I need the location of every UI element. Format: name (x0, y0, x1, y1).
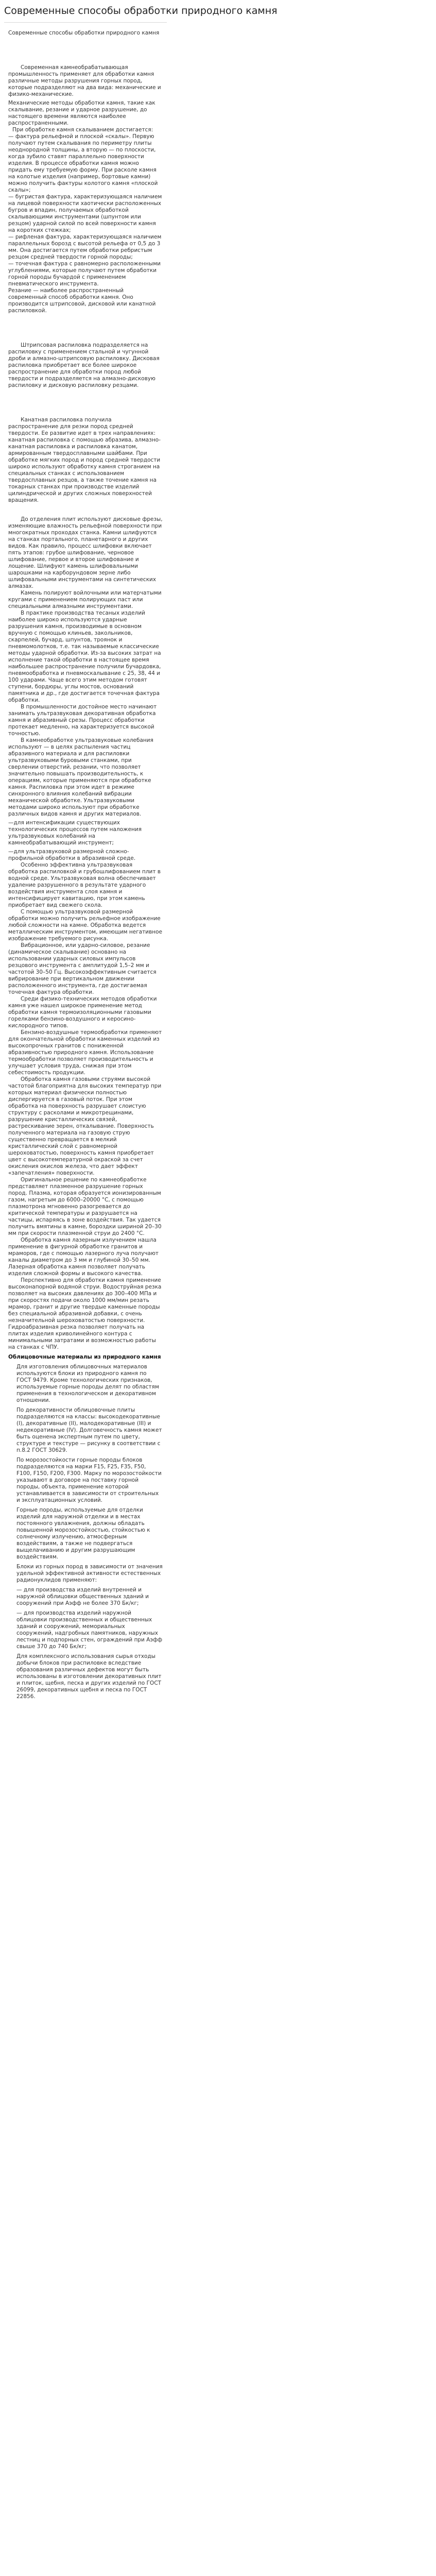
materials-paragraph: Блоки из горных пород в зависимости от значения удельной эффективной активности естественных радионуклидов применяют: (16, 1564, 163, 1583)
materials-paragraph: По декоративности облицовочные плиты подразделяются на классы: высокодекоративные (I), декоративные (II), малодекоративные (III) и недекоративные (IV). Долговечность камня может быть оценена экспертным путем по цвету, структуре и текстуре — рисунку в соответствии с п.8.2 ГОСТ 30629. (16, 1407, 162, 1453)
article-paragraph: До отделения плит используют дисковые фрезы, изменяющие влажность рельефной поверхности при многократных проходах станка. Камни шлифуются на станках портального, планетарного и других видов. Как правило, процесс шлифовки включает пять этапов: грубое шлифование, черновое шлифование, первое и второе шлифование и лощение. Шлифуют камень шлифовальными шарошками на карборундовом зерне либо шлифовальными инструментами на синтетических алмазах. (8, 516, 163, 589)
article-paragraph: Механические методы обработки камня, такие как скалывание, резание и ударное разрушение, до настоящего времени являются наиболее распространенными. (8, 100, 155, 126)
page-title: Современные способы обработки природного камня (4, 5, 277, 16)
article-paragraph: Штрипсовая распиловка подразделяется на распиловку с применением стальной и чугунной дроби и алмазно-штрипсовую распиловку. Дисковая распиловка приобретает все более широкое распространение для обработки пород любой твердости и подразделяется на алмазно-дисковую распиловку и дисковую распиловку резцами. (8, 342, 160, 388)
article-paragraph: — бугристая фактура, характеризующаяся наличием на лицевой поверхности хаотически расположенных бугров и впадин, получаемых обработкой скалывающими инструментами (шпунтом или резцом) ударной силой по всей поверхности камня на коротких стежках; (8, 194, 162, 233)
article-paragraph: Бензино-воздушные термообработки применяют для окончательной обработки каменных изделий из высокопрочных гранитов с пониженной абразивностью природного камня. Использование термообработки позволяет производительность и улучшает условия труда, снижая при этом себестоимость продукции. (8, 1029, 162, 1076)
article-paragraph: Обработка камня газовыми струями высокой частотой благоприятна для высоких температур при которых материал физически полностью диспергируется в газовый поток. При этом обработка на поверхность разрушает слоистую структуру с расколами и микротрещинами, разрушение кристаллических связей, растрескивание зерен, откалывание. Поверхность полученного материала на газовую струю существенно превращается в мелкий кристаллический слой с равномерной шероховатостью, поверхность камня приобретает цвет с высокотемпературной окраской за счет окисления окислов железа, что дает эффект «запечатления» поверхности. (8, 1076, 162, 1176)
article-body (4, 22, 167, 1700)
article-paragraph: Камень полируют войлочными или матерчатыми кругами с применением полирующих паст или специальными алмазными инструментами. (8, 590, 162, 609)
materials-paragraph: Для изготовления облицовочных материалов используются блоки из природного камня по ГОСТ 9479. Кроме технологических признаков, используемые горные породы делят по областям применения в технологическом и декоративном отношении. (16, 1364, 159, 1403)
article-paragraph: Оригинальное решение по камнеобработке представляет плазменное разрушение горных пород. Плазма, которая образуется ионизированным газом, нагретым до 6000–20000 °С, с помощью плазмотрона мгновенно разогревается до критической температуры и разрушается на частицы, испаряясь в зоне воздействия. Так удается получить вмятины в камне, бороздки шириной 20–30 мм при скорости плазменной струи до 2400 °С. (8, 1177, 162, 1236)
article-paragraph: В промышленности достойное место начинают занимать ультразвуковая декоративная обработка камня и абразивный срезы. Процесс обработки протекает медленно, на характеризуется высокой точностью. (8, 704, 157, 737)
article-paragraph: С помощью ультразвуковой размерной обработки можно получить рельефное изображение любой сложности на камне. Обработка ведется металлическим инструментом, имеющим негативное изображение требуемого рисунка. (8, 909, 163, 942)
article-paragraph: — точечная фактура с равномерно расположенными углублениями, которые получают путем обработки горной породы бучардой с применением пневматического инструмента. (8, 261, 161, 287)
materials-paragraph: — для производства изделий внутренней и наружной облицовки общественных зданий и сооружений при Аэфф не более 370 Бк/кг; (16, 1587, 149, 1606)
article-paragraph: —для ультразвуковой размерной сложно-профильной обработки в абразивной среде. (8, 849, 136, 861)
article-paragraphs (8, 64, 163, 1351)
article-paragraph: Резание — наиболее распространенный современный способ обработки камня. Оно производится штрипсовой, дисковой или канатной распиловкой. (8, 287, 156, 314)
materials-section (16, 1364, 163, 1700)
article-paragraph: — фактура рельефной и плоской «скалы». Первую получают путем скалывания по периметру плиты неоднородной толщины, а вторую — по плоскости, когда зубило ставят параллельно поверхности изделия. В процессе обработки камня можно придать ему требуемую форму. При расколе камня на колотые изделия (например, бортовые камни) можно получить фактуры колотого камня «плоской скалы»; (8, 133, 158, 193)
article-paragraph: В камнеобработке ультразвуковые колебания используют — в целях распыления частиц абразивного материала и для распиловки ультразвуковыми буровыми станками, при сверлении отверстий, резании, что позволяет значительно повышать производительность, к операциям, которые применяются при обработке камня. Распиловка при этом идет в режиме синхронного влияния колебаний вибрации механической обработке. Ультразвуковыми методами широко используют при обработке различных видов камня и других материалов. (8, 737, 153, 817)
article-paragraph: При обработке камня скалыванием достигается: (12, 127, 153, 133)
article-paragraph: —для интенсификации существующих технологических процессов путем наложения ультразвуковых колебаний на камнеобрабатывающий инструмент; (8, 820, 142, 846)
article-paragraph: Вибрационное, или ударно-силовое, резание (динамическое скалывание) основано на использовании ударных силовых импульсов резцового инструмента с амплитудой 1,5–2 мм и частотой 30–50 Гц. Высокоэффективным считается вибрирование при вертикальном движении расположенного инструмента, где достигаемая точечная фактура обработки. (8, 942, 156, 995)
article-paragraph: Перспективно для обработки камня применение высоконапорной водяной струи. Водоструйная резка позволяет на высоких давлениях до 300–400 МПа и при скоростях подачи около 1000 мм/мин резать мрамор, гранит и другие твердые каменные породы без специальной абразивной добавки, с очень незначительной шероховатостью поверхности. Гидроабразивная резка позволяет получать на плитах изделия криволинейного контура с минимальными затратами и возможностью работы на станках с ЧПУ. (8, 1277, 162, 1350)
article-paragraph: Канатная распиловка получила распространение для резки пород средней твердости. Ее развитие идет в трех направлениях: канатная распиловка с помощью абразива, алмазно-канатная распиловка и распиловка канатом, армированным твердосплавными шайбами. При обработке мягких пород и пород средней твердости широко используют обработку камня строганием на специальных станках с использованием твердосплавных резцов, а также точение камня на токарных станках при производстве изделий цилиндрической и других сложных поверхностей вращения. (8, 417, 161, 503)
article-paragraph: Обработка камня лазерным излучением нашла применение в фигурной обработке гранитов и мраморов, где с помощью лазерного луча получают каналы диаметром до 3 мм и глубиной 30–50 мм. Лазерная обработка камня позволяет получать изделия сложной формы и высокого качества. (8, 1237, 159, 1277)
section-subheading: Облицовочные материалы из природного камня (8, 1354, 161, 1360)
article-paragraph: Современная камнеобрабатывающая промышленность применяет для обработки камня различные методы разрушения горных пород, которые подразделяют на два вида: механические и физико-механические. (8, 64, 161, 97)
article-title: Современные способы обработки природного камня (8, 30, 160, 36)
article-paragraph: Среди физико-технических методов обработки камня уже нашел широкое применение метод обработки камня термоизоляционными газовыми горелками бензино-воздушного и керосино-кислородного типов. (8, 996, 157, 1029)
materials-paragraph: Для комплексного использования сырья отходы добычи блоков при распиловке вследствие образования различных дефектов могут быть использованы в изготовлении декоративных плит и плиток, щебня, песка и других изделий по ГОСТ 26099, декоративных щебня и песка по ГОСТ 22856. (16, 1653, 162, 1700)
article-paragraph: В практике производства тесаных изделий наиболее широко используются ударные разрушения камня, производимые в основном вручную с помощью клиньев, закольников, скарпелей, бучард, шпунтов, троянок и пневмомолотков, т.е. так называемые классические методы ударной обработки. Из-за высоких затрат на исполнение такой обработки в настоящее время наибольшее распространение получили бучардовка, пневмообработка и пневмоскалывание с 25, 38, 44 и 100 ударами. Чаще всего этим методом готовят ступени, бордюры, углы мостов, оснований памятника и др., где достигается точечная фактура обработки. (8, 610, 161, 703)
article-paragraph: — рифленая фактура, характеризующаяся наличием параллельных борозд с высотой рельефа от 0,5 до 3 мм. Она достигается путем обработки ребристым резцом средней твердости горной породы; (8, 234, 162, 260)
materials-paragraph: По морозостойкости горные породы блоков подразделяются на марки F15, F25, F35, F50, F100, F150, F200, F300. Марку по морозостойкости указывают в договоре на поставку горной породы, объекта, применение которой устанавливается в зависимости от строительных и эксплуатационных условий. (16, 1457, 162, 1503)
materials-paragraph: Горные породы, используемые для отделки изделий для наружной отделки и в местах постоянного увлажнения, должны обладать повышенной морозостойкостью, стойкостью к солнечному излучению, атмосферным воздействиям, а также не подвергаться выщелачиванию и другим разрушающим воздействиям. (16, 1507, 150, 1560)
article-paragraph: Особенно эффективна ультразвуковая обработка распиловкой и грубошлифованием плит в водной среде. Ультразвуковая волна обеспечивает удаление разрушенного в результате ударного воздействия инструмента слоя камня и интенсифицирует кавитацию, при этом камень приобретает вид свежего скола. (8, 862, 161, 908)
materials-paragraph: — для производства изделий наружной облицовки производственных и общественных зданий и сооружений, мемориальных сооружений, надгробных памятников, наружных лестниц и подпорных стен, ограждений при Аэфф свыше 370 до 740 Бк/кг; (16, 1610, 163, 1650)
